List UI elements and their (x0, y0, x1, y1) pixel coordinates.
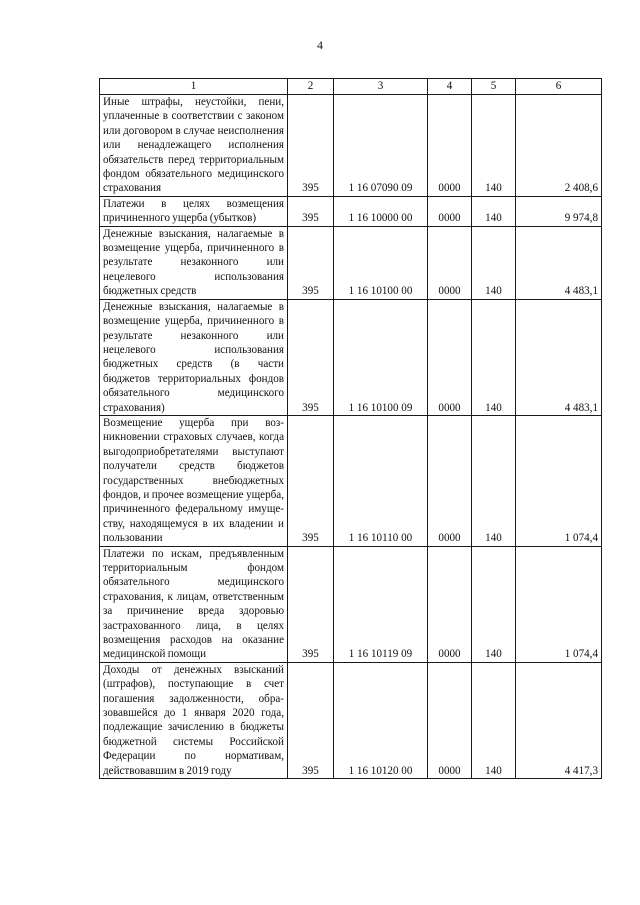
header-col-2: 2 (288, 79, 334, 95)
row-subtype-code: 0000 (428, 546, 472, 662)
row-subtype-code: 0000 (428, 226, 472, 299)
row-amount: 1 074,4 (516, 546, 602, 662)
page-number: 4 (317, 38, 323, 52)
header-row (100, 79, 602, 95)
header-col-4: 4 (428, 79, 472, 95)
row-kind-code: 140 (472, 95, 516, 197)
table-row (100, 415, 602, 546)
row-kind-code: 140 (472, 546, 516, 662)
row-amount: 4 483,1 (516, 226, 602, 299)
table-row (100, 662, 602, 778)
row-admin-code: 395 (288, 415, 334, 546)
row-subtype-code: 0000 (428, 196, 472, 226)
header-col-3: 3 (334, 79, 428, 95)
row-admin-code: 395 (288, 299, 334, 415)
row-kind-code: 140 (472, 415, 516, 546)
row-admin-code: 395 (288, 662, 334, 778)
row-amount: 9 974,8 (516, 196, 602, 226)
row-amount: 1 074,4 (516, 415, 602, 546)
row-description: Доходы от денежных взысканий (штрафов), поступающие в счет погашения задолженности, образовавшейся до 1 января 2020 года, подлежащие зачислению в бюджеты бюджетной системы Российской Федерации по нормативам, действовавшим в 2019 году (100, 662, 288, 778)
row-kind-code: 140 (472, 662, 516, 778)
table-row (100, 546, 602, 662)
row-admin-code: 395 (288, 226, 334, 299)
row-revenue-code: 1 16 07090 09 (334, 95, 428, 197)
row-admin-code: 395 (288, 196, 334, 226)
row-subtype-code: 0000 (428, 299, 472, 415)
budget-revenue-table (99, 78, 602, 779)
row-admin-code: 395 (288, 546, 334, 662)
row-revenue-code: 1 16 10100 00 (334, 226, 428, 299)
row-revenue-code: 1 16 10000 00 (334, 196, 428, 226)
table-row (100, 95, 602, 197)
row-description: Возмещение ущерба при возникновении страховых случаев, когда выгодоприобретателями выступают получатели средств бюджетов государственных внебюджетных фондов, и прочее возмещение ущерба, причиненного федеральному имуществу, находящемуся в их владении и пользовании (100, 415, 288, 546)
row-kind-code: 140 (472, 196, 516, 226)
table-row (100, 196, 602, 226)
table-row (100, 226, 602, 299)
row-subtype-code: 0000 (428, 95, 472, 197)
row-description: Платежи по искам, предъявленным территориальным фондом обязательного медицинского страхования, к лицам, ответственным за причинение вреда здоровью застрахованного лица, в целях возмещения расходов на оказание медицинской помощи (100, 546, 288, 662)
row-amount: 2 408,6 (516, 95, 602, 197)
row-revenue-code: 1 16 10119 09 (334, 546, 428, 662)
row-description: Иные штрафы, неустойки, пени, уплаченные в соответствии с законом или договором в случае неисполнения или ненадлежащего исполнения обязательств перед территориальным фондом обязательного медицинского страхования (100, 95, 288, 197)
row-revenue-code: 1 16 10100 09 (334, 299, 428, 415)
row-subtype-code: 0000 (428, 662, 472, 778)
row-kind-code: 140 (472, 226, 516, 299)
row-description: Платежи в целях возмещения причиненного ущерба (убытков) (100, 196, 288, 226)
row-description: Денежные взыскания, налагаемые в возмещение ущерба, причиненного в результате незаконного или нецелевого использования бюджетных средств (100, 226, 288, 299)
row-revenue-code: 1 16 10110 00 (334, 415, 428, 546)
row-amount: 4 417,3 (516, 662, 602, 778)
row-description: Денежные взыскания, налагаемые в возмещение ущерба, причиненного в результате незаконного или нецелевого использования бюджетных средств (в части бюджетов территориальных фондов обязательного медицинского страхования) (100, 299, 288, 415)
row-admin-code: 395 (288, 95, 334, 197)
table-row (100, 299, 602, 415)
header-col-1: 1 (100, 79, 288, 95)
header-col-6: 6 (516, 79, 602, 95)
header-col-5: 5 (472, 79, 516, 95)
row-subtype-code: 0000 (428, 415, 472, 546)
row-kind-code: 140 (472, 299, 516, 415)
row-revenue-code: 1 16 10120 00 (334, 662, 428, 778)
row-amount: 4 483,1 (516, 299, 602, 415)
